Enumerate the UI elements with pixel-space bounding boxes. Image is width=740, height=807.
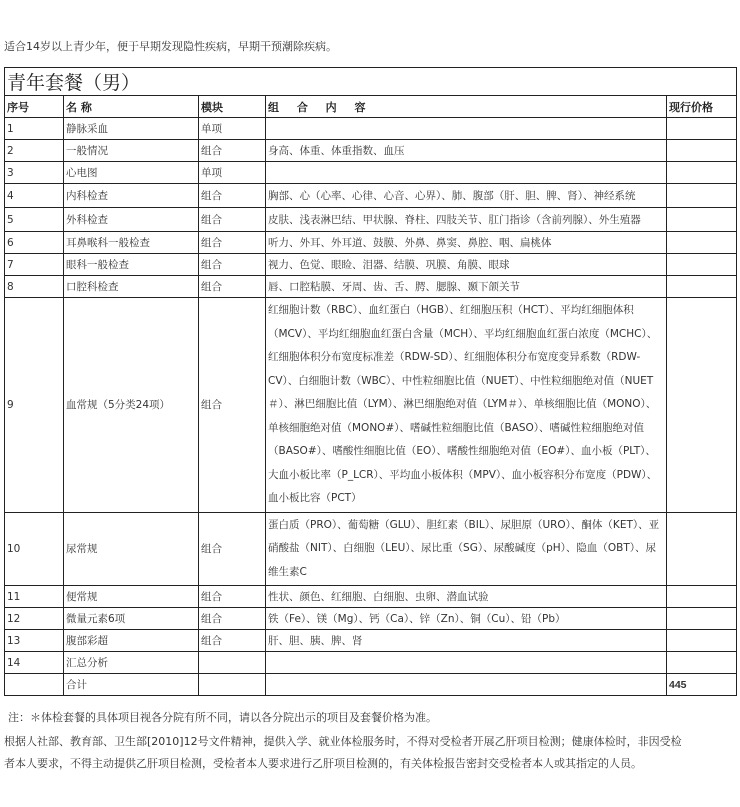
row-name: 耳鼻喉科一般检查 — [64, 232, 199, 254]
row-name: 腹部彩超 — [64, 630, 199, 652]
row-content: 肝、胆、胰、脾、肾 — [266, 630, 667, 652]
row-price — [667, 630, 737, 652]
row-no: 11 — [5, 586, 64, 608]
row-module: 组合 — [199, 232, 266, 254]
total-content — [266, 674, 667, 696]
row-name: 血常规（5分类24项） — [64, 298, 199, 513]
row-content: 视力、色觉、眼睑、泪器、结膜、巩膜、角膜、眼球 — [266, 254, 667, 276]
row-no: 1 — [5, 118, 64, 140]
table-row — [5, 512, 737, 586]
row-content — [266, 652, 667, 674]
row-content: 听力、外耳、外耳道、鼓膜、外鼻、鼻窦、鼻腔、咽、扁桃体 — [266, 232, 667, 254]
row-content: 身高、体重、体重指数、血压 — [266, 140, 667, 162]
row-module: 组合 — [199, 184, 266, 208]
policy-text: 根据人社部、教育部、卫生部[2010]12号文件精神，提供入学、就业体检服务时，不得对受检者开展乙肝项目检测；健康体检时，非因受检者本人要求，不得主动提供乙肝项目检测，受检者本人要求进行乙肝项目检测的，有关体检报告密封交受检者本人或其指定的人员。 — [4, 735, 682, 770]
row-module: 组合 — [199, 140, 266, 162]
row-no: 4 — [5, 184, 64, 208]
table-row — [5, 652, 737, 674]
row-price — [667, 232, 737, 254]
total-row — [5, 674, 737, 696]
row-module: 组合 — [199, 630, 266, 652]
row-price — [667, 140, 737, 162]
row-no: 5 — [5, 208, 64, 232]
header-content: 组 合 内 容 — [266, 96, 667, 118]
table-row — [5, 162, 737, 184]
row-module: 组合 — [199, 208, 266, 232]
row-content: 蛋白质（PRO）、葡萄糖（GLU）、胆红素（BIL）、尿胆原（URO）、酮体（KET）、亚硝酸盐（NIT）、白细胞（LEU）、尿比重（SG）、尿酸碱度（pH）、隐血（OBT）、尿维生素C — [266, 512, 667, 586]
row-module: 单项 — [199, 162, 266, 184]
row-price — [667, 118, 737, 140]
row-module: 单项 — [199, 118, 266, 140]
row-no: 3 — [5, 162, 64, 184]
package-title: 青年套餐（男） — [5, 68, 737, 96]
row-price — [667, 298, 737, 513]
total-price: 445 — [667, 674, 737, 696]
package-table — [4, 67, 737, 696]
header-name: 名 称 — [64, 96, 199, 118]
row-name: 眼科一般检查 — [64, 254, 199, 276]
table-row — [5, 140, 737, 162]
row-name: 静脉采血 — [64, 118, 199, 140]
table-row — [5, 254, 737, 276]
table-row — [5, 232, 737, 254]
total-no — [5, 674, 64, 696]
row-content: 铁（Fe）、镁（Mg）、钙（Ca）、锌（Zn）、铜（Cu）、铅（Pb） — [266, 608, 667, 630]
row-no: 8 — [5, 276, 64, 298]
row-no: 10 — [5, 512, 64, 586]
row-price — [667, 652, 737, 674]
row-module: 组合 — [199, 608, 266, 630]
row-no: 7 — [5, 254, 64, 276]
total-module — [199, 674, 266, 696]
table-row — [5, 208, 737, 232]
table-row — [5, 630, 737, 652]
table-row — [5, 298, 737, 513]
row-module: 组合 — [199, 276, 266, 298]
table-header — [5, 96, 737, 118]
row-price — [667, 162, 737, 184]
row-name: 口腔科检查 — [64, 276, 199, 298]
row-no: 13 — [5, 630, 64, 652]
row-price — [667, 608, 737, 630]
row-content: 红细胞计数（RBC）、血红蛋白（HGB）、红细胞压积（HCT）、平均红细胞体积（MCV）、平均红细胞血红蛋白含量（MCH）、平均红细胞血红蛋白浓度（MCHC）、红细胞体积分布宽度标准差（RDW-SD）、红细胞体积分布宽度变异系数（RDW-CV）、白细胞计数（WBC）、中性粒细胞比值（NUET）、中性粒细胞绝对值（NUET＃）、淋巴细胞比值（LYM）、淋巴细胞绝对值（LYM＃）、单核细胞比值（MONO）、单核细胞绝对值（MONO#）、嗜碱性粒细胞比值（BASO）、嗜碱性粒细胞绝对值（BASO#）、嗜酸性细胞比值（EO）、嗜酸性细胞绝对值（EO#）、血小板（PLT）、大血小板比率（P_LCR）、平均血小板体积（MPV）、血小板容积分布宽度（PDW）、血小板比容（PCT） — [266, 298, 667, 513]
row-price — [667, 276, 737, 298]
row-name: 内科检查 — [64, 184, 199, 208]
row-module: 组合 — [199, 254, 266, 276]
row-no: 9 — [5, 298, 64, 513]
row-name: 心电图 — [64, 162, 199, 184]
row-price — [667, 208, 737, 232]
table-row — [5, 276, 737, 298]
total-label: 合计 — [64, 674, 199, 696]
row-content — [266, 118, 667, 140]
row-content: 性状、颜色、红细胞、白细胞、虫卵、潜血试验 — [266, 586, 667, 608]
row-price — [667, 254, 737, 276]
row-price — [667, 512, 737, 586]
header-no: 序号 — [5, 96, 64, 118]
row-content: 皮肤、浅表淋巴结、甲状腺、脊柱、四肢关节、肛门指诊（含前列腺）、外生殖器 — [266, 208, 667, 232]
row-content: 胸部、心（心率、心律、心音、心界）、肺、腹部（肝、胆、脾、肾）、神经系统 — [266, 184, 667, 208]
row-price — [667, 586, 737, 608]
row-price — [667, 184, 737, 208]
row-name: 微量元素6项 — [64, 608, 199, 630]
header-price: 现行价格 — [667, 96, 737, 118]
row-content: 唇、口腔粘膜、牙周、齿、舌、腭、腮腺、颞下颌关节 — [266, 276, 667, 298]
table-row — [5, 608, 737, 630]
row-name: 尿常规 — [64, 512, 199, 586]
note-text: 注：＊体检套餐的具体项目视各分院有所不同，请以各分院出示的项目及套餐价格为准。 — [8, 711, 437, 724]
row-name: 汇总分析 — [64, 652, 199, 674]
row-no: 14 — [5, 652, 64, 674]
table-row — [5, 586, 737, 608]
row-name: 一般情况 — [64, 140, 199, 162]
row-name: 便常规 — [64, 586, 199, 608]
header-module: 模块 — [199, 96, 266, 118]
row-no: 2 — [5, 140, 64, 162]
row-module: 组合 — [199, 298, 266, 513]
row-module: 组合 — [199, 512, 266, 586]
table-row — [5, 184, 737, 208]
row-no: 12 — [5, 608, 64, 630]
intro-text: 适合14岁以上青少年，便于早期发现隐性疾病，早期干预潮除疾病。 — [4, 40, 337, 53]
row-content — [266, 162, 667, 184]
row-module — [199, 652, 266, 674]
row-module: 组合 — [199, 586, 266, 608]
table-row — [5, 118, 737, 140]
row-name: 外科检查 — [64, 208, 199, 232]
row-no: 6 — [5, 232, 64, 254]
